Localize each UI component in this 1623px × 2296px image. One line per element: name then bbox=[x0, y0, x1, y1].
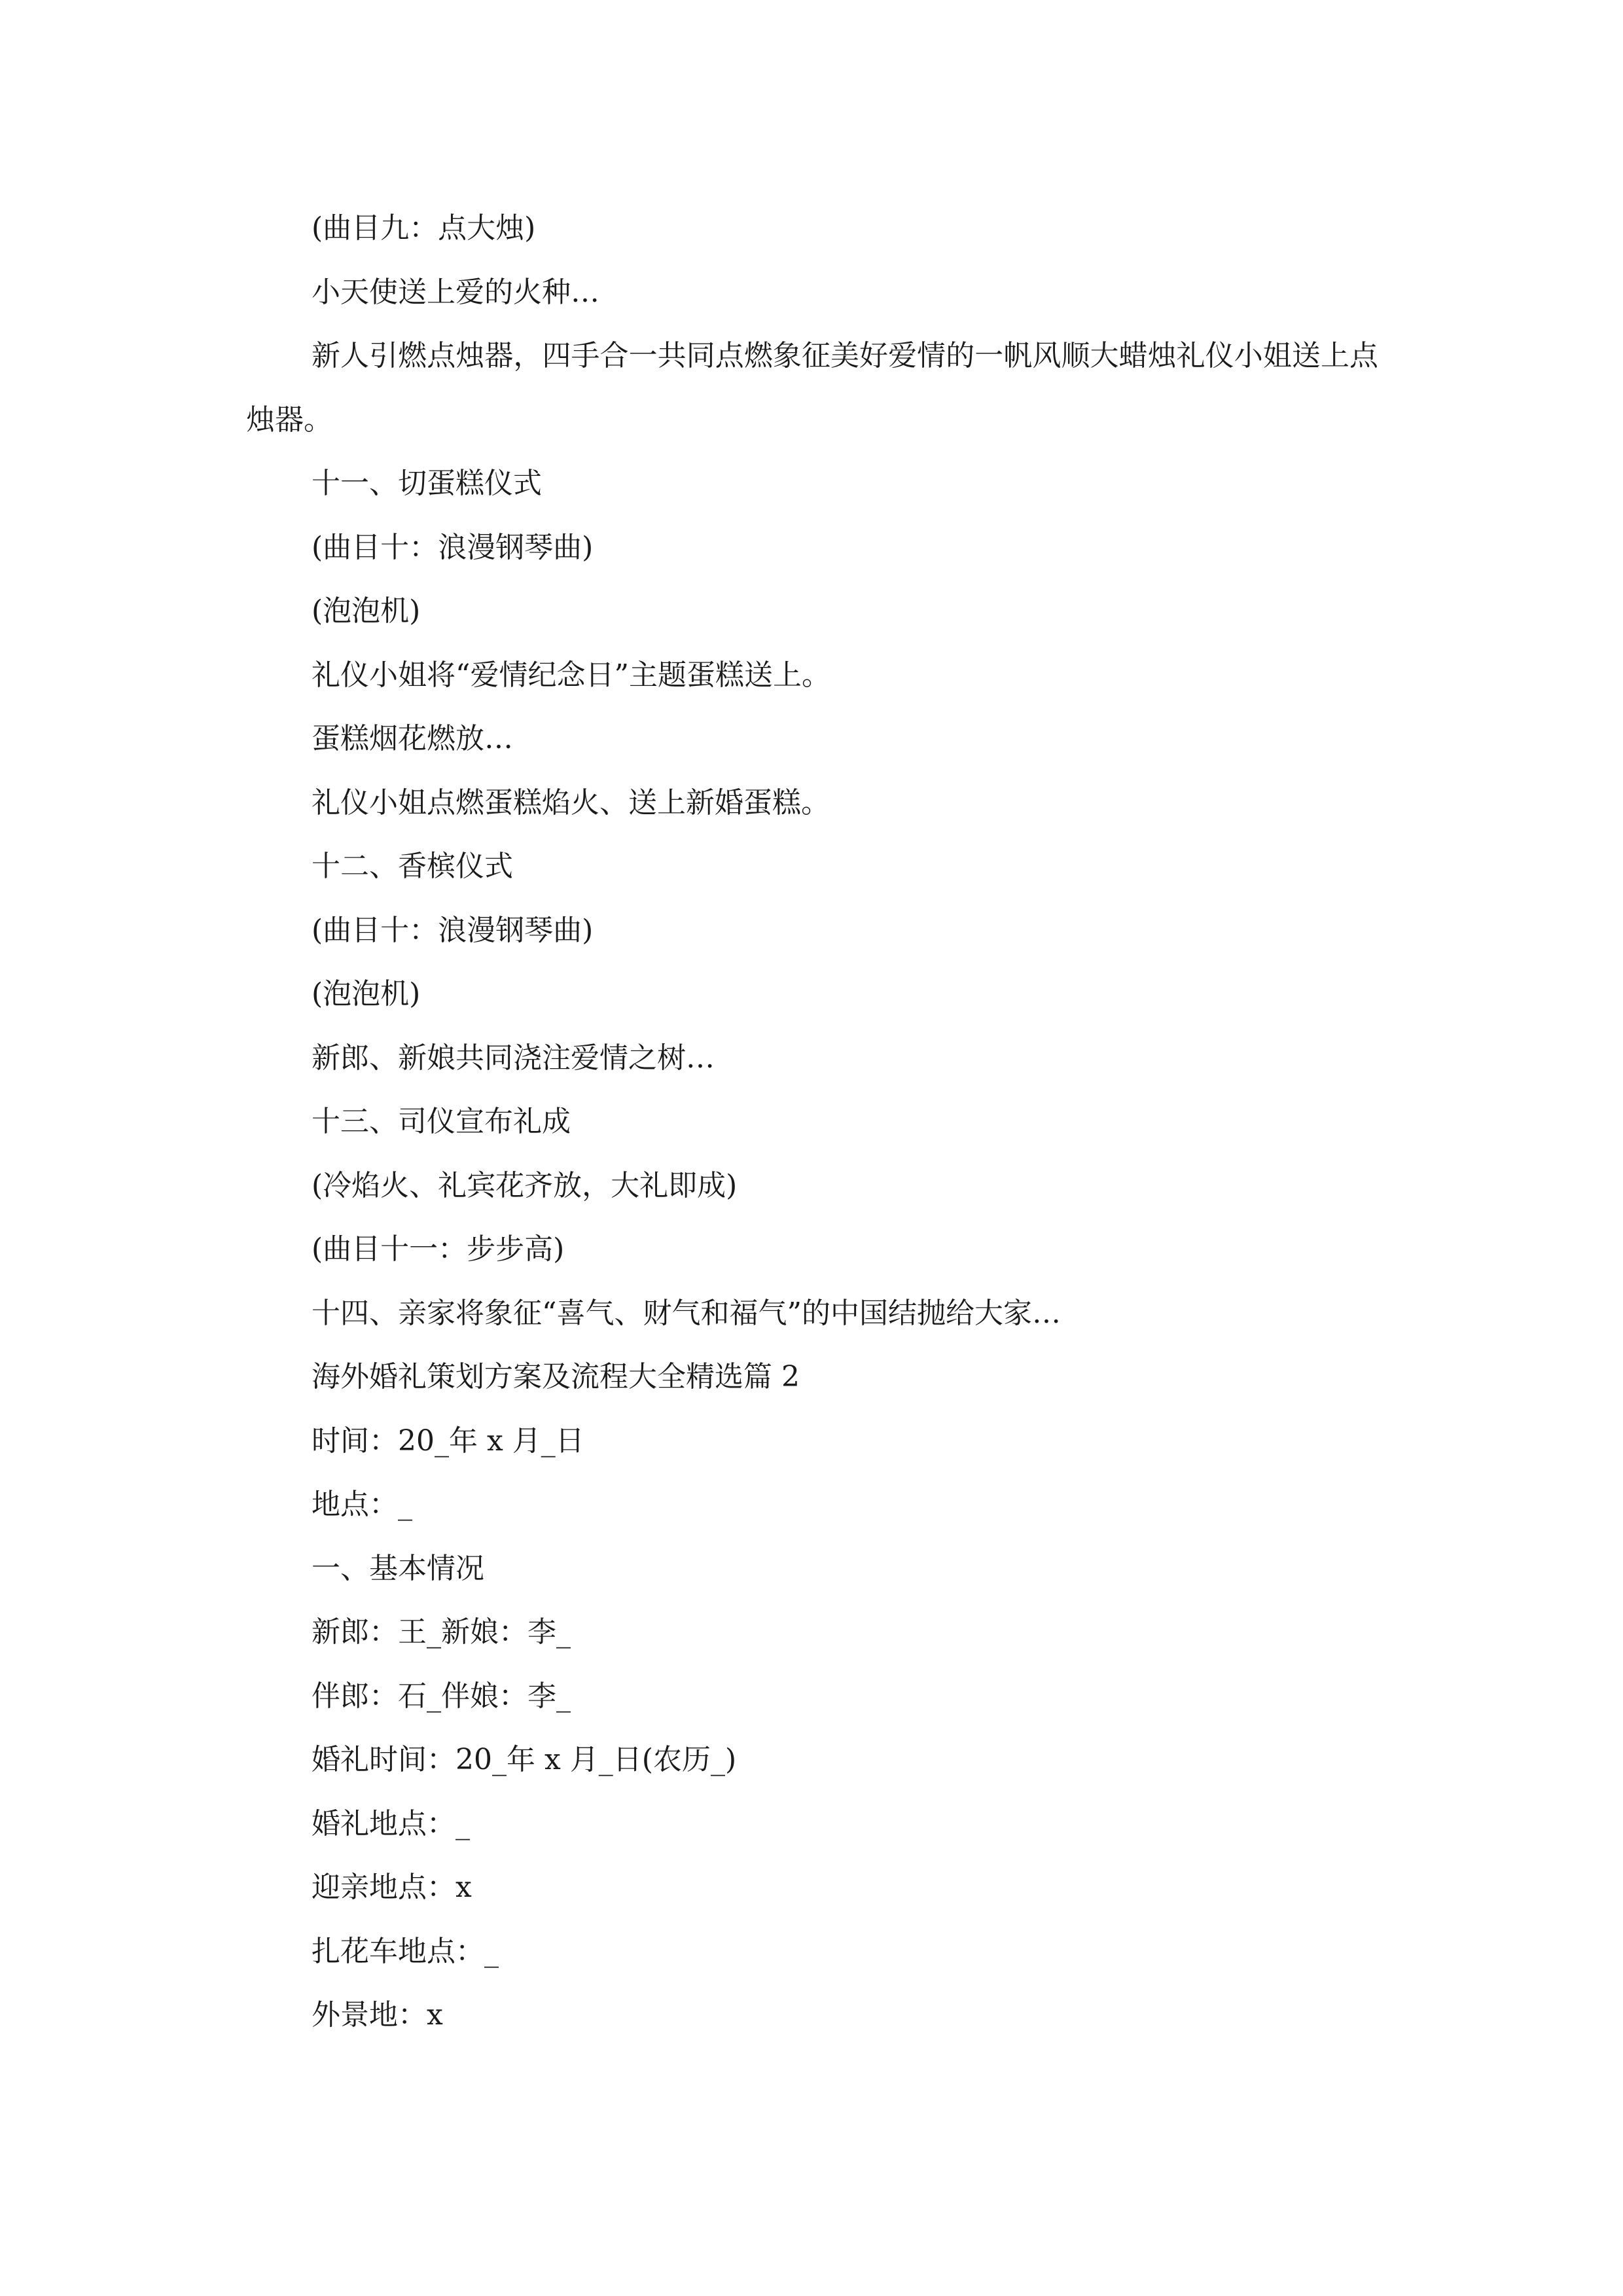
text-line: 礼仪小姐将“爱情纪念日”主题蛋糕送上。 bbox=[312, 658, 830, 692]
text-line: 地点：_ bbox=[312, 1488, 412, 1521]
text-line: (冷焰火、礼宾花齐放，大礼即成) bbox=[312, 1168, 738, 1202]
text-line: 时间：20_年 x 月_日 bbox=[312, 1424, 584, 1458]
text-line: (曲目九：点大烛) bbox=[312, 211, 536, 245]
text-line: 蛋糕烟花燃放… bbox=[312, 722, 513, 755]
text-line: 婚礼地点：_ bbox=[312, 1806, 470, 1840]
section-heading: 十二、香槟仪式 bbox=[312, 850, 513, 883]
text-line: 外景地：x bbox=[312, 1998, 443, 2032]
text-line: 小天使送上爱的火种… bbox=[312, 275, 599, 309]
text-line: 扎花车地点：_ bbox=[312, 1934, 499, 1968]
section-heading: 一、基本情况 bbox=[312, 1551, 484, 1585]
text-line: 新郎、新娘共同浇注爱情之树… bbox=[312, 1041, 715, 1075]
text-line: 新郎：王_新娘：李_ bbox=[312, 1615, 571, 1649]
text-line: 礼仪小姐点燃蛋糕焰火、送上新婚蛋糕。 bbox=[312, 785, 830, 819]
text-line: 伴郎：石_伴娘：李_ bbox=[312, 1679, 571, 1713]
section-heading: 十一、切蛋糕仪式 bbox=[312, 467, 542, 500]
text-line: 迎亲地点：x bbox=[312, 1871, 472, 1904]
section-heading: 十四、亲家将象征“喜气、财气和福气”的中国结抛给大家… bbox=[312, 1296, 1061, 1330]
text-line: (泡泡机) bbox=[312, 977, 421, 1011]
text-paragraph: 新人引燃点烛器，四手合一共同点燃象征美好爱情的一帆风顺大蜡烛礼仪小姐送上点烛器。 bbox=[246, 339, 1378, 437]
section-heading: 十三、司仪宣布礼成 bbox=[312, 1105, 571, 1138]
text-line: 婚礼时间：20_年 x 月_日(农历_) bbox=[312, 1743, 737, 1776]
text-line: (曲目十一：步步高) bbox=[312, 1232, 565, 1266]
document-body bbox=[246, 196, 1378, 2047]
text-line: (泡泡机) bbox=[312, 594, 421, 628]
text-line: (曲目十：浪漫钢琴曲) bbox=[312, 530, 594, 564]
document-title: 海外婚礼策划方案及流程大全精选篇 2 bbox=[312, 1360, 800, 1393]
text-line: (曲目十：浪漫钢琴曲) bbox=[312, 913, 594, 947]
